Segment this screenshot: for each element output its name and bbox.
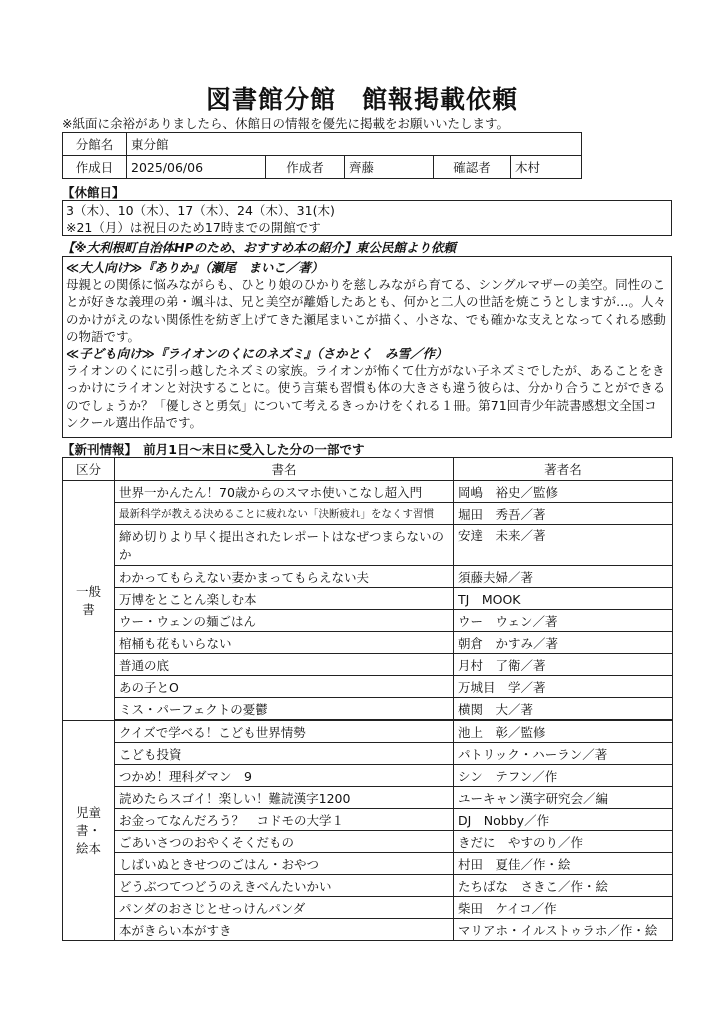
- book-author: ウー ウェン／著: [454, 610, 673, 632]
- book-author: 朝倉 かすみ／著: [454, 632, 673, 654]
- book-title: 万博をとことん楽しむ本: [115, 588, 454, 610]
- book-title: 棺桶も花もいらない: [115, 632, 454, 654]
- book-title: 締め切りより早く提出されたレポートはなぜつまらないのか: [115, 525, 454, 566]
- closed-box: [62, 200, 672, 236]
- date-value: 2025/06/06: [127, 156, 266, 179]
- info-table: [62, 132, 582, 179]
- book-title: パンダのおさじとせっけんパンダ: [115, 897, 454, 919]
- table-row: [63, 654, 673, 676]
- checker-label: 確認者: [434, 156, 511, 179]
- book-title: つかめ！理科ダマン 9: [115, 765, 454, 787]
- book-author: きだに やすのり／作: [454, 831, 673, 853]
- page-title: 図書館分館 館報掲載依頼: [205, 85, 518, 114]
- table-row: [63, 676, 673, 698]
- table-row: [63, 853, 673, 875]
- book-title: ごあいさつのおやくそくだもの: [115, 831, 454, 853]
- table-row: [63, 765, 673, 787]
- book-author: 村田 夏佳／作・絵: [454, 853, 673, 875]
- book-title: 世界一かんたん！70歳からのスマホ使いこなし超入門: [115, 481, 454, 503]
- book-title: ウー・ウェンの麺ごはん: [115, 610, 454, 632]
- closed-holiday-note: ※21（月）は祝日のため17時までの開館です: [66, 220, 321, 235]
- book-title: あの子とO: [115, 676, 454, 698]
- author-label: 作成者: [266, 156, 345, 179]
- table-row: [63, 743, 673, 765]
- child-book-heading: ≪子ども向け≫『ライオンのくにのネズミ』（さかとく み雪／作）: [66, 346, 448, 362]
- book-author: DJ Nobby／作: [454, 809, 673, 831]
- closed-days: 3（木）、10（木）、17（木）、24（木）、31(木): [66, 203, 335, 218]
- table-row: [63, 875, 673, 897]
- checker-value: 木村: [511, 156, 582, 179]
- table-row: [63, 831, 673, 853]
- header-category: 区分: [63, 458, 115, 481]
- book-author: シン テフン／作: [454, 765, 673, 787]
- header-author: 著者名: [454, 458, 673, 481]
- table-row: [63, 919, 673, 941]
- category-children: [63, 721, 115, 941]
- book-title: 普通の底: [115, 654, 454, 676]
- book-author: たちばな さきこ／作・絵: [454, 875, 673, 897]
- new-books-label: 【新刊情報】 前月1日～末日に受入した分の一部です: [62, 442, 365, 457]
- child-book-description: ライオンのくにに引っ越したネズミの家族。ライオンが怖くて仕方がない子ネズミでしたが、あることをきっかけにライオンと対決することに。使う言葉も習慣も体の大きさも違う彼らは、分かり合うことができるのでしょうか？「優しさと勇気」について考えるきっかけをくれる１冊。第71回青少年読書感想文全国コンクール選出作品です。: [66, 363, 666, 431]
- table-row: [63, 525, 673, 566]
- category-general: [63, 481, 115, 721]
- date-label: 作成日: [63, 156, 127, 179]
- category-general-label: 一般書: [75, 583, 101, 617]
- book-title: どうぶつてつどうのえきべんたいかい: [115, 875, 454, 897]
- book-author: 須藤夫婦／著: [454, 566, 673, 588]
- book-author: 柴田 ケイコ／作: [454, 897, 673, 919]
- table-row: [63, 566, 673, 588]
- book-title: ミス・パーフェクトの憂鬱: [115, 698, 454, 720]
- table-row: [63, 503, 673, 525]
- table-row: [63, 787, 673, 809]
- table-row: [63, 610, 673, 632]
- book-author: 堀田 秀吾／著: [454, 503, 673, 525]
- book-author: 横関 大／著: [454, 698, 673, 720]
- recommend-label: 【※大利根町自治体HPのため、おすすめ本の紹介】東公民館より依頼: [62, 240, 456, 255]
- adult-book-description: 母親との関係に悩みながらも、ひとり娘のひかりを慈しみながら育てる、シングルマザーの美空。同性のことが好きな義理の弟・颯斗は、兄と美空が離婚したあとも、何かと二人の世話を焼こうとしますが…。人々のかけがえのない関係性を紡ぎ上げてきた瀬尾まいこが描く、小さな、でも確かな支えとなってくれる感動の物語です。: [66, 277, 667, 344]
- book-title: お金ってなんだろう？ コドモの大学１: [115, 809, 454, 831]
- author-value: 齊藤: [345, 156, 434, 179]
- book-title: クイズで学べる！こども世界情勢: [115, 721, 454, 743]
- branch-label: 分館名: [63, 133, 127, 156]
- table-row: [63, 809, 673, 831]
- book-author: 岡嶋 裕史／監修: [454, 481, 673, 503]
- book-title: 読めたらスゴイ！楽しい！難読漢字1200: [115, 787, 454, 809]
- book-author: ユーキャン漢字研究会／編: [454, 787, 673, 809]
- closed-label: 【休館日】: [62, 185, 125, 200]
- book-author: 万城目 学／著: [454, 676, 673, 698]
- adult-book-heading: ≪大人向け≫『ありか』（瀬尾 まいこ／著）: [66, 260, 324, 275]
- book-author: パトリック・ハーラン／著: [454, 743, 673, 765]
- book-author: 月村 了衛／著: [454, 654, 673, 676]
- book-title: こども投資: [115, 743, 454, 765]
- book-author: 池上 彰／監修: [454, 721, 673, 743]
- priority-note: ※紙面に余裕がありましたら、休館日の情報を優先に掲載をお願いいたします。: [62, 116, 509, 131]
- book-title: わかってもらえない妻かまってもらえない夫: [115, 566, 454, 588]
- table-row: [63, 698, 673, 720]
- header-title: 書名: [115, 458, 454, 481]
- book-author: TJ MOOK: [454, 588, 673, 610]
- category-children-label: 児童書・絵本: [75, 804, 101, 856]
- book-title: 本がきらい本がすき: [115, 919, 454, 941]
- book-author: 安達 未来／著: [454, 525, 673, 566]
- table-row: [63, 588, 673, 610]
- table-row: [63, 897, 673, 919]
- book-title: しばいぬときせつのごはん・おやつ: [115, 853, 454, 875]
- recommend-box: [62, 256, 672, 438]
- table-row: [63, 481, 673, 503]
- new-books-table: [62, 457, 673, 941]
- book-title: 最新科学が教える決めることに疲れない「決断疲れ」をなくす習慣: [115, 503, 454, 525]
- book-author: マリアホ・イルストゥラホ／作・絵: [454, 919, 673, 941]
- table-row: [63, 632, 673, 654]
- branch-value: 東分館: [127, 133, 582, 156]
- table-row: [63, 721, 673, 743]
